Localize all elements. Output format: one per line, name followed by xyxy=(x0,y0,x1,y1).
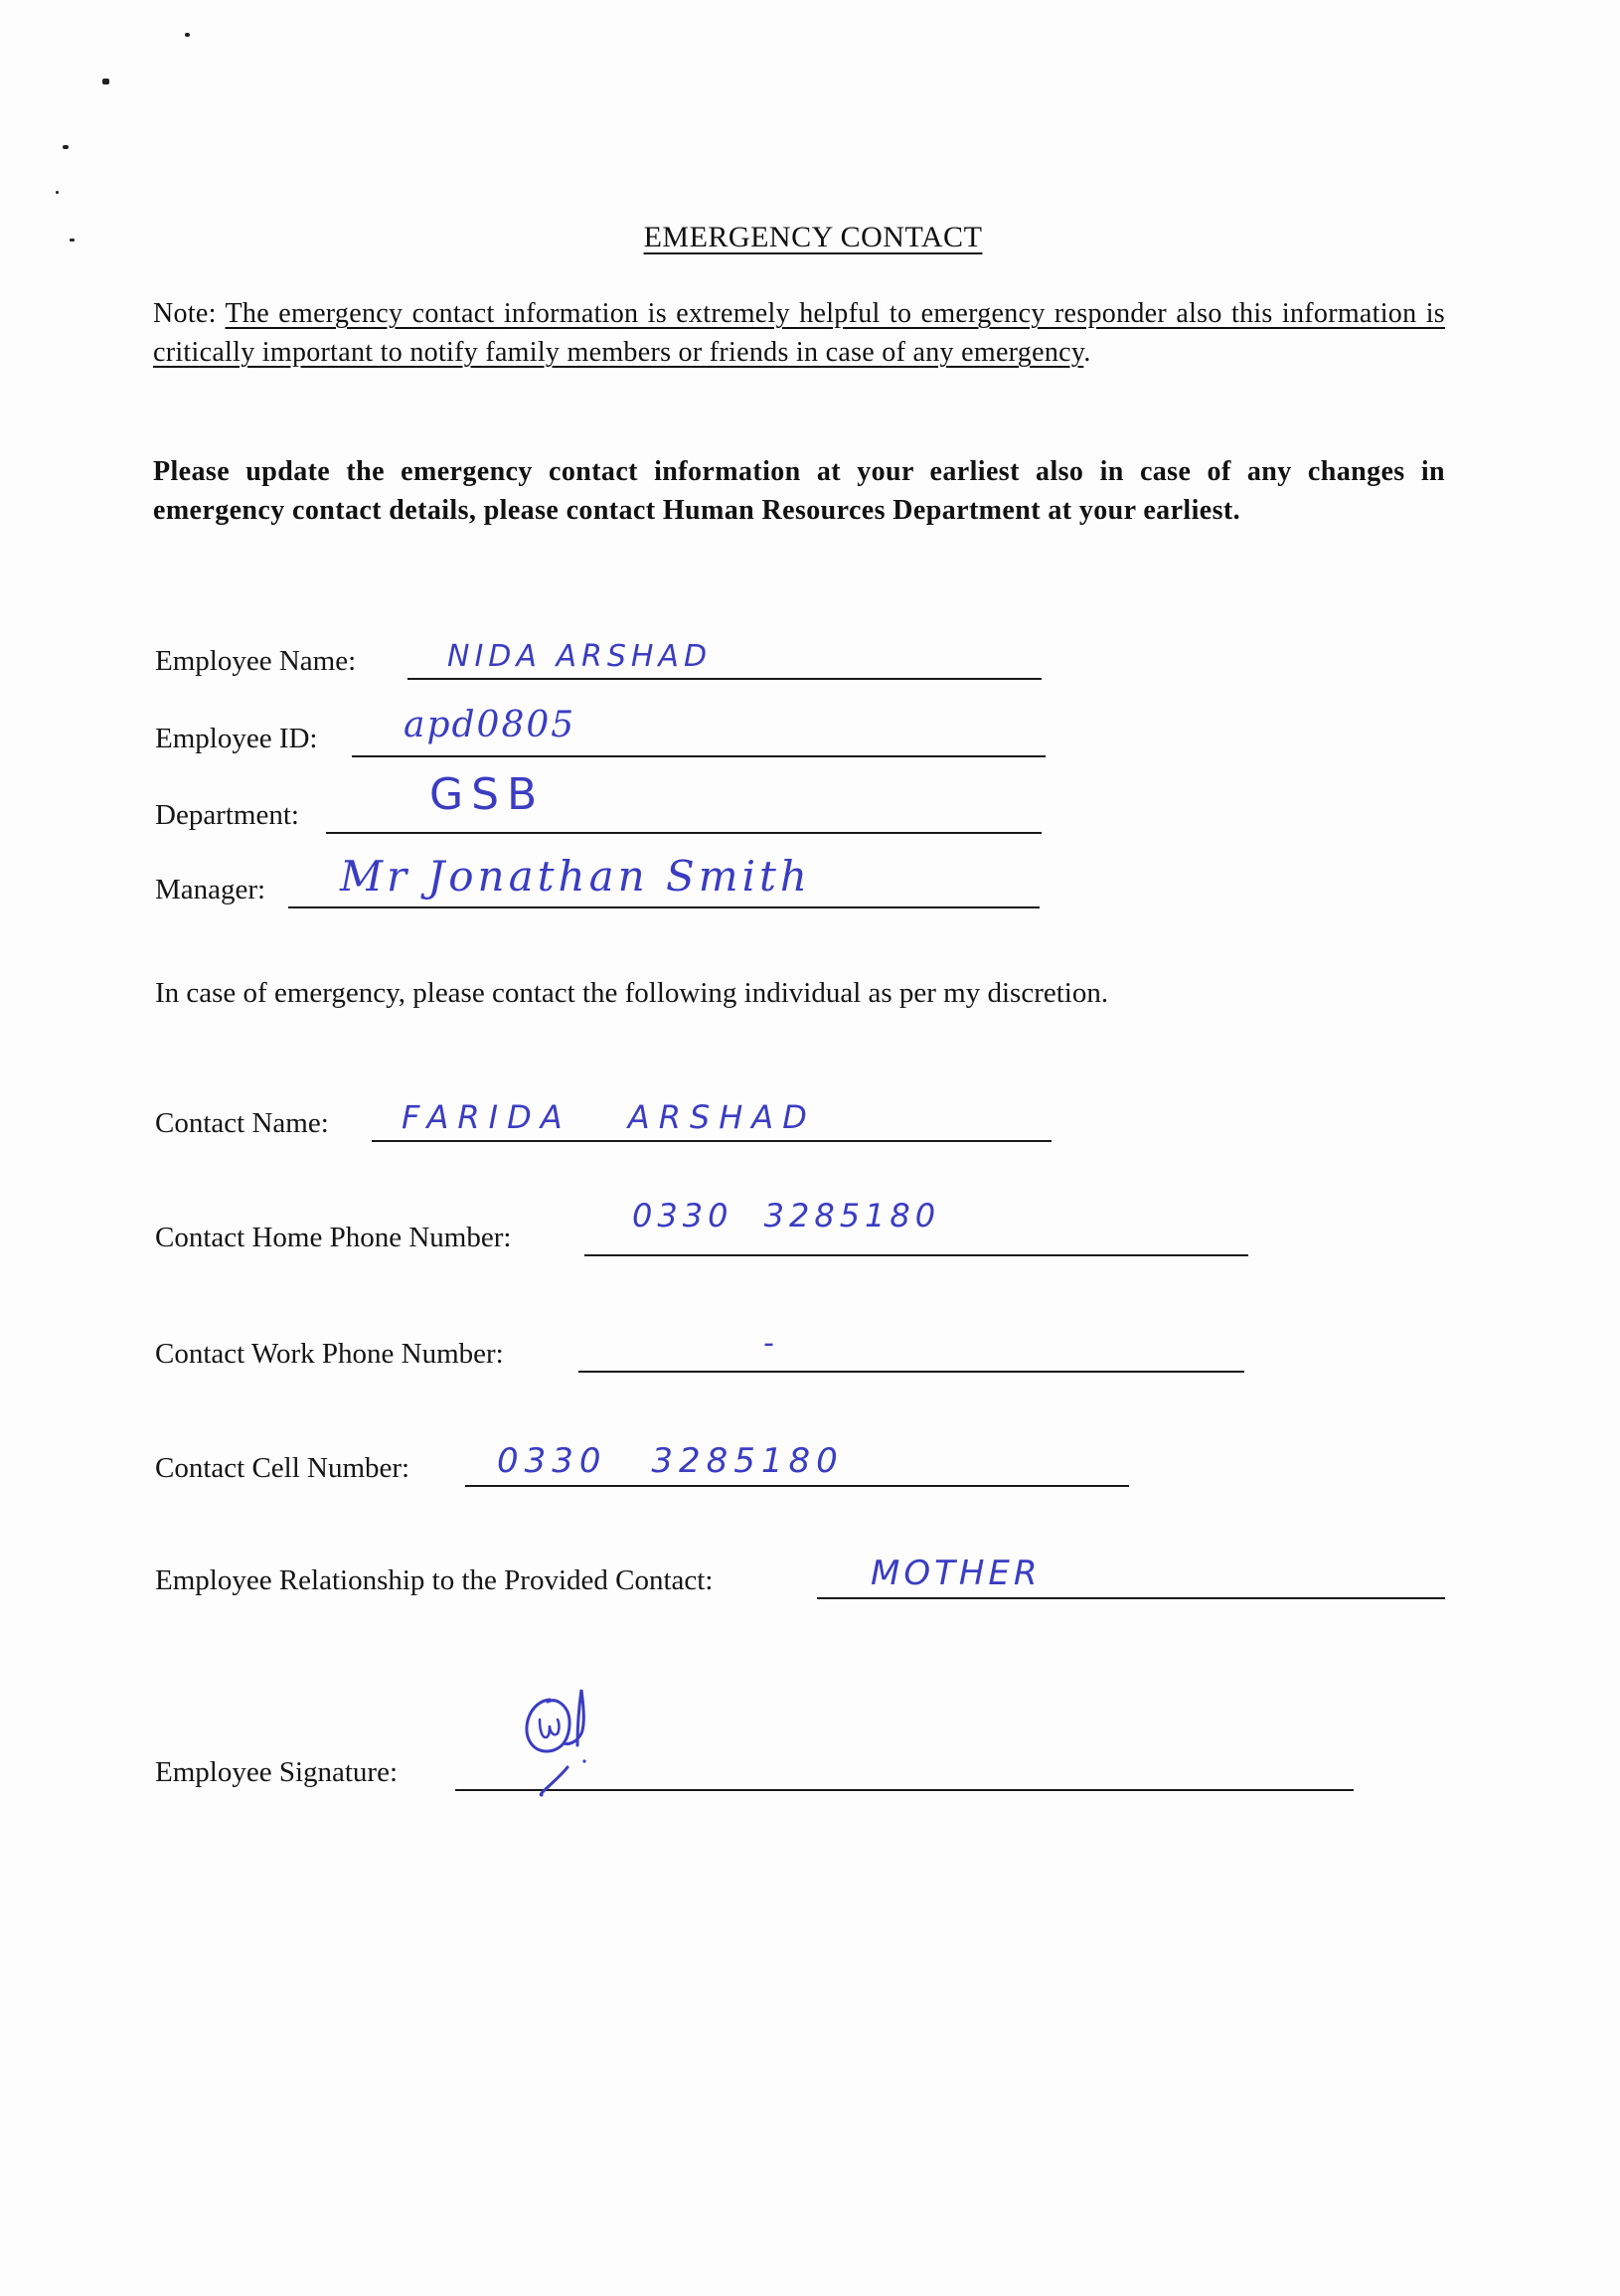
home-phone-line xyxy=(584,1254,1248,1256)
work-phone-label: Contact Work Phone Number: xyxy=(155,1338,504,1370)
department-value[interactable]: GSB xyxy=(429,769,546,820)
employee-id-value[interactable]: apd0805 xyxy=(404,705,576,745)
manager-value[interactable]: Mr Jonathan Smith xyxy=(340,852,811,901)
work-phone-line xyxy=(578,1371,1244,1373)
cell-number-value[interactable]: 0330 3285180 xyxy=(497,1441,844,1481)
signature-label: Employee Signature: xyxy=(155,1756,399,1788)
note-paragraph xyxy=(153,294,1445,372)
emergency-statement: In case of emergency, please contact the following individual as per my discretion. xyxy=(155,977,1109,1009)
relationship-value[interactable]: MOTHER xyxy=(871,1554,1042,1593)
work-phone-value[interactable]: - xyxy=(763,1326,780,1361)
scan-speck xyxy=(185,33,190,37)
employee-id-line xyxy=(352,755,1046,757)
work-phone-row xyxy=(155,1319,1268,1379)
relationship-line xyxy=(817,1597,1445,1599)
scan-speck xyxy=(56,191,59,194)
department-line xyxy=(326,832,1042,834)
instruction-paragraph: Please update the emergency contact information at your earliest also in case of any changes in emergency contact details, please contact Human Resources Department at your earliest. xyxy=(153,456,1445,526)
employee-name-row xyxy=(155,626,1050,686)
contact-name-value[interactable]: FARIDA ARSHAD xyxy=(402,1098,816,1136)
home-phone-row xyxy=(155,1197,1268,1262)
signature-row xyxy=(155,1737,1368,1797)
form-title xyxy=(0,221,1620,254)
employee-id-label: Employee ID: xyxy=(155,723,318,754)
cell-number-line xyxy=(465,1485,1129,1487)
note-prefix: Note: xyxy=(153,298,217,329)
employee-signature-image xyxy=(512,1680,641,1809)
cell-number-row xyxy=(155,1433,1149,1493)
home-phone-value[interactable]: 0330 3285180 xyxy=(632,1197,941,1234)
manager-line xyxy=(288,906,1040,908)
note-text: The emergency contact information is extremely helpful to emergency responder also this information is critically important to notify family members or friends in case of any emergency xyxy=(153,298,1445,368)
employee-name-line xyxy=(407,678,1042,680)
department-label: Department: xyxy=(155,799,299,831)
employee-id-row xyxy=(155,704,1050,763)
employee-name-value[interactable]: NIDA ARSHAD xyxy=(447,639,713,674)
scan-speck xyxy=(102,79,109,84)
contact-name-row xyxy=(155,1088,1069,1148)
relationship-row xyxy=(155,1546,1447,1605)
department-row xyxy=(155,769,1050,840)
contact-name-label: Contact Name: xyxy=(155,1107,329,1139)
form-title-text: EMERGENCY CONTACT xyxy=(643,221,983,253)
note-suffix: . xyxy=(1083,337,1091,368)
scan-speck xyxy=(63,145,69,149)
home-phone-label: Contact Home Phone Number: xyxy=(155,1222,512,1253)
manager-label: Manager: xyxy=(155,874,266,905)
manager-row xyxy=(155,852,1050,914)
employee-name-label: Employee Name: xyxy=(155,645,357,677)
cell-number-label: Contact Cell Number: xyxy=(155,1452,410,1484)
relationship-label: Employee Relationship to the Provided Contact: xyxy=(155,1564,714,1596)
contact-name-line xyxy=(372,1140,1052,1142)
